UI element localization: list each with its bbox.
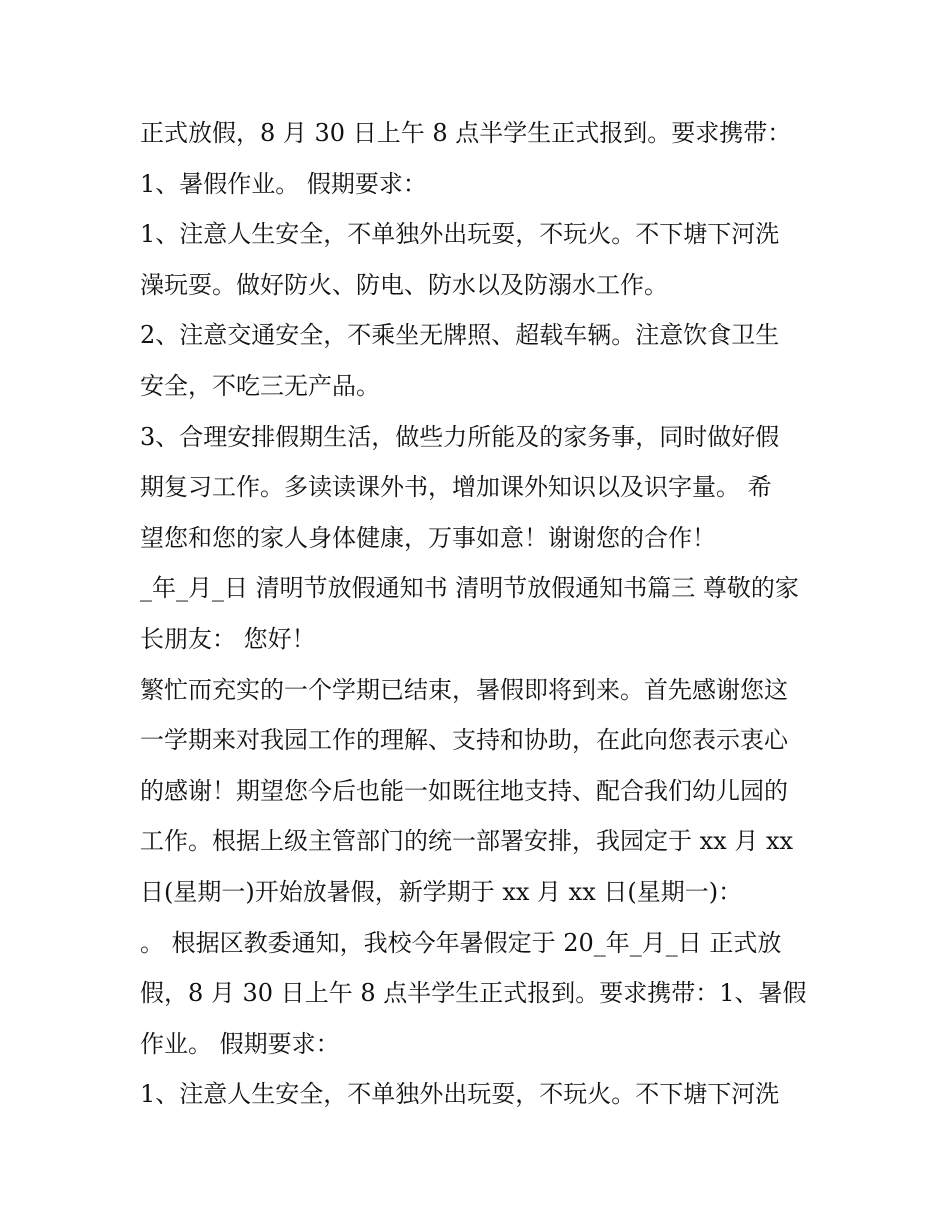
text-line: 2、注意交通安全，不乘坐无牌照、超载车辆。注意饮食卫生	[140, 321, 780, 350]
text-line: 正式放假，8 月 30 日上午 8 点半学生正式报到。要求携带：	[140, 119, 792, 147]
text-line: 1、注意人生安全，不单独外出玩耍，不玩火。不下塘下河洗	[140, 220, 780, 249]
document-body	[140, 108, 830, 1120]
text-line: 作业。 假期要求：	[140, 1029, 340, 1058]
text-line: 日(星期一)开始放暑假，新学期于 xx 月 xx 日(星期一)：	[140, 877, 743, 906]
text-line: 假，8 月 30 日上午 8 点半学生正式报到。要求携带：1、暑假	[140, 979, 807, 1008]
text-line: 1、注意人生安全，不单独外出玩耍，不玩火。不下塘下河洗	[140, 1080, 780, 1109]
text-line: 长朋友： 您好！	[140, 624, 316, 653]
text-line: 。 根据区教委通知，我校今年暑假定于 20_年_月_日 正式放	[140, 928, 782, 957]
text-line: 工作。根据上级主管部门的统一部署安排，我园定于 xx 月 xx	[140, 827, 794, 856]
text-line: 安全，不吃三无产品。	[140, 371, 380, 400]
text-line: 繁忙而充实的一个学期已结束，暑假即将到来。首先感谢您这	[140, 675, 788, 704]
text-line: 1、暑假作业。 假期要求：	[140, 169, 427, 198]
text-line: 的感谢！期望您今后也能一如既往地支持、配合我们幼儿园的	[140, 776, 788, 805]
text-line: 一学期来对我园工作的理解、支持和协助，在此向您表示衷心	[140, 726, 788, 755]
text-line: 望您和您的家人身体健康，万事如意！谢谢您的合作！	[140, 523, 716, 552]
text-line: 期复习工作。多读读课外书，增加课外知识以及识字量。 希	[140, 473, 772, 502]
text-line: _年_月_日 清明节放假通知书 清明节放假通知书篇三 尊敬的家	[140, 574, 799, 603]
text-line: 澡玩耍。做好防火、防电、防水以及防溺水工作。	[140, 270, 668, 299]
text-line: 3、合理安排假期生活，做些力所能及的家务事，同时做好假	[140, 422, 780, 451]
